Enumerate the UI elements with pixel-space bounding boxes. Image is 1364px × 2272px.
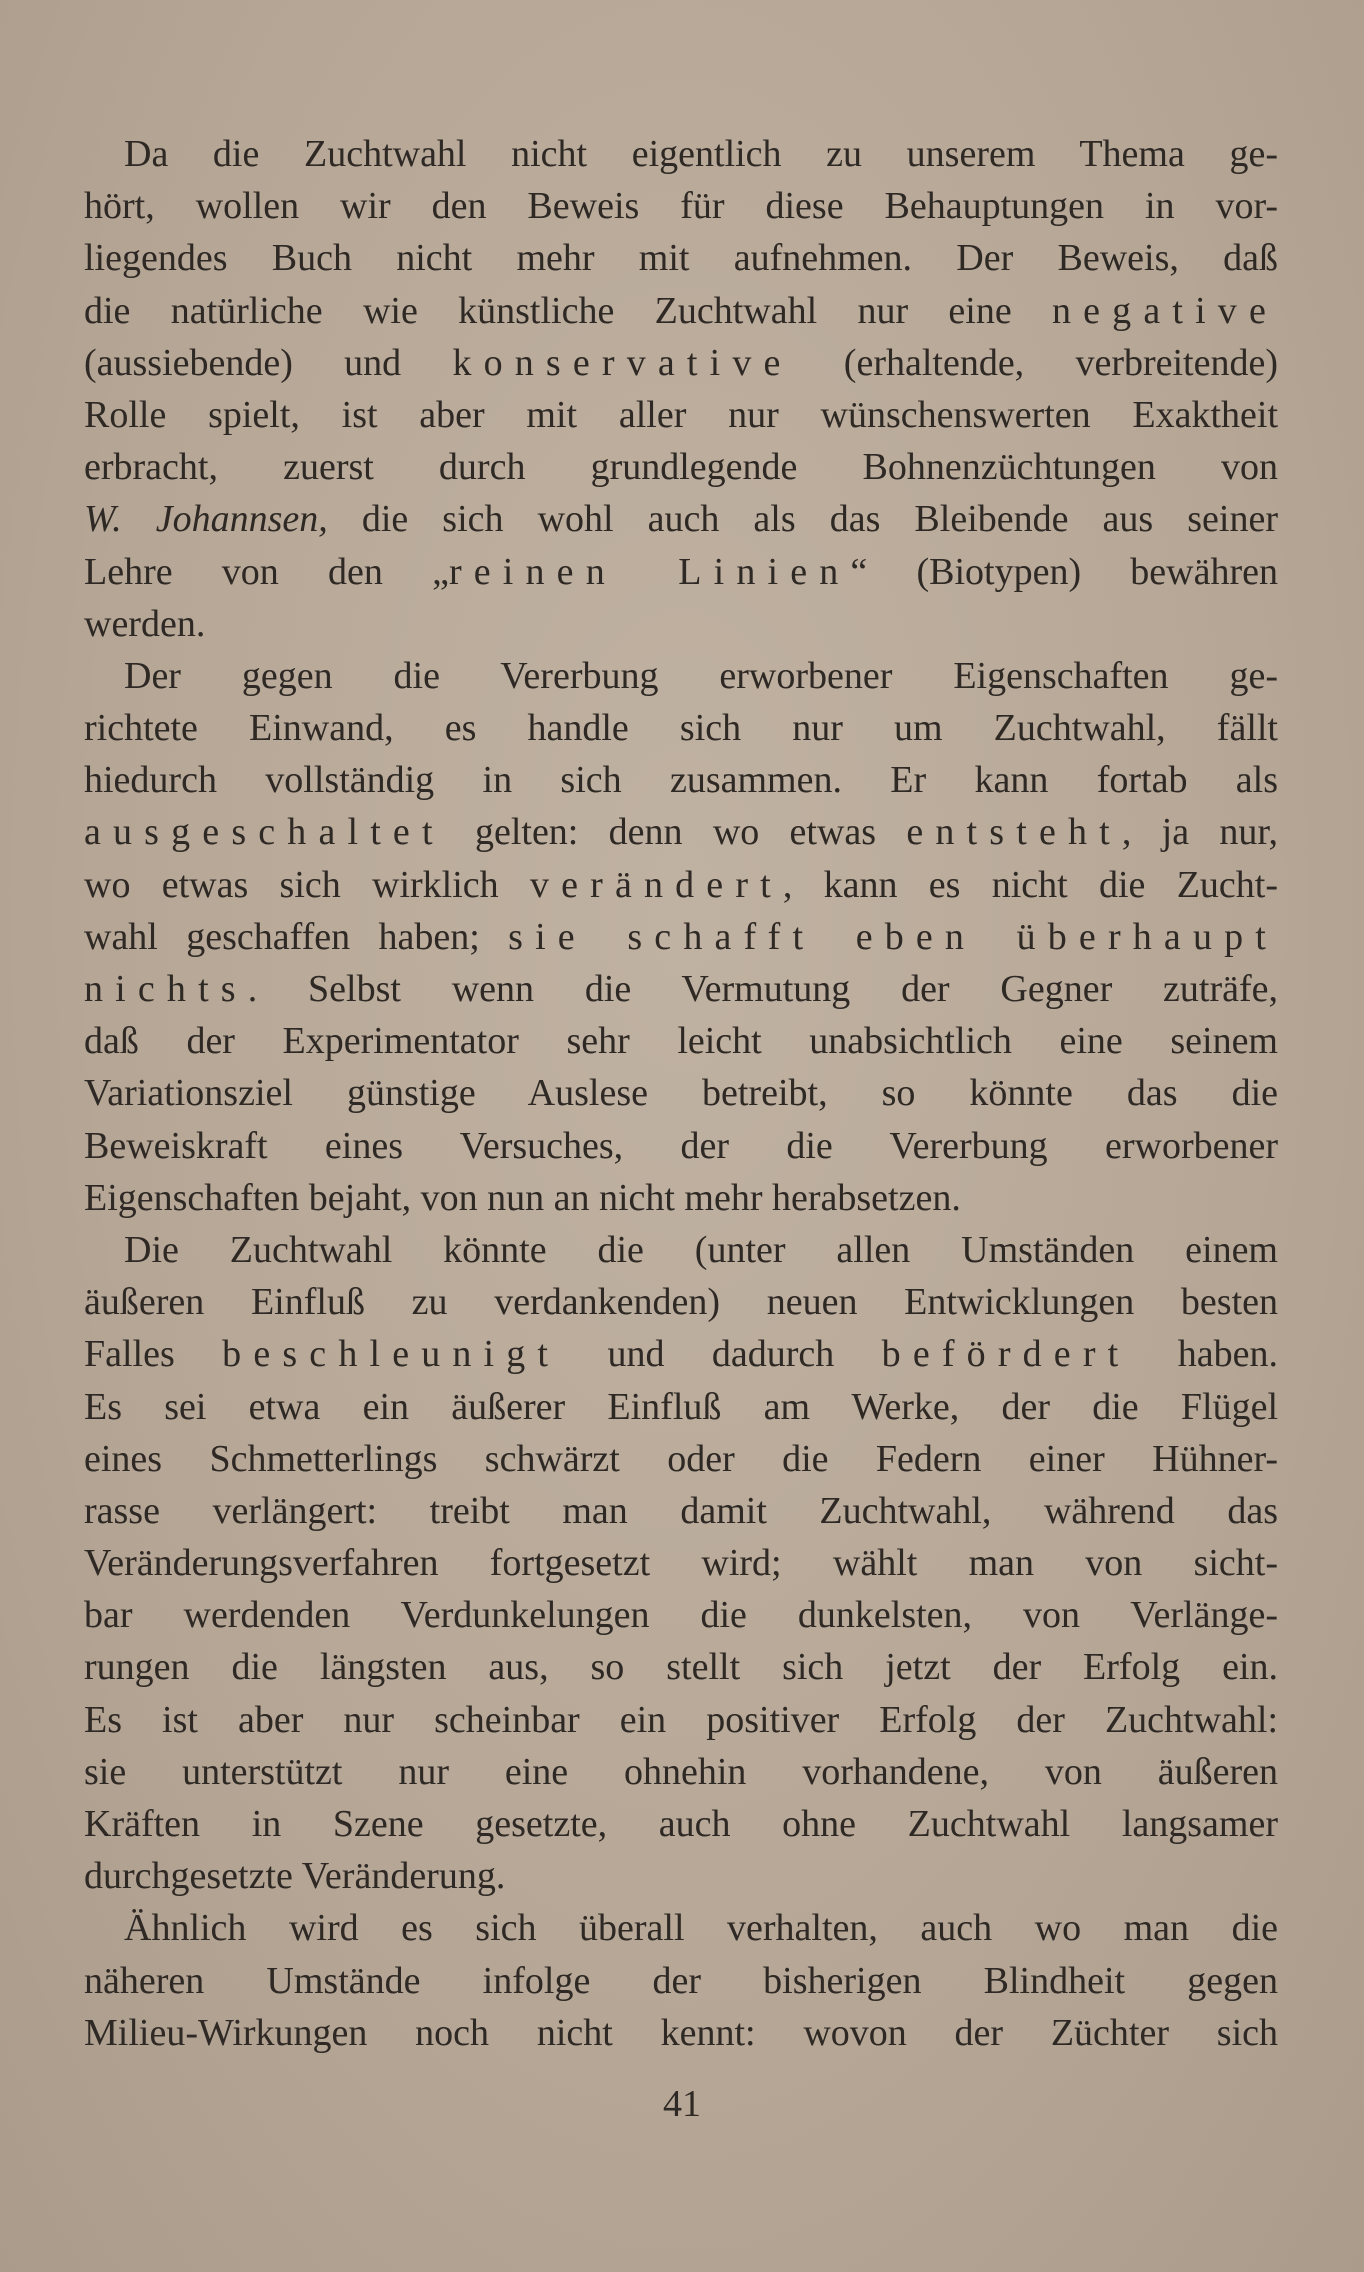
text-run: Milieu-Wirkungen noch nicht kennt: wovon der Züchter sich	[84, 2011, 1278, 2054]
text-line	[84, 1955, 1278, 2007]
text-run: Veränderungsverfahren fortgesetzt wird; wählt man von sicht-	[84, 1542, 1278, 1585]
text-run: (erhaltende, verbreitende)	[792, 341, 1278, 384]
text-line	[84, 546, 1278, 598]
spaced-emphasis: sie schafft eben überhaupt	[508, 915, 1278, 958]
text-run: äußeren Einfluß zu verdankenden) neuen Entwicklungen besten	[84, 1281, 1278, 1324]
text-line	[84, 337, 1278, 389]
text-line	[84, 1120, 1278, 1172]
text-run: durchgesetzte Veränderung.	[84, 1855, 506, 1898]
text-run: Der gegen die Vererbung erworbener Eigenschaften ge-	[124, 654, 1278, 697]
text-line	[84, 1276, 1278, 1328]
text-line	[84, 493, 1278, 545]
text-run: . Selbst wenn die Vermutung der Gegner zuträfe,	[247, 968, 1278, 1010]
spaced-emphasis: reinen Linien	[448, 550, 851, 593]
text-line	[84, 1902, 1278, 1954]
text-line	[84, 1537, 1278, 1589]
text-run: sie unterstützt nur eine ohnehin vorhandene, von äußeren	[84, 1750, 1278, 1793]
text-line	[84, 1381, 1278, 1433]
text-run: Beweiskraft eines Versuches, der die Vererbung erworbener	[84, 1124, 1278, 1167]
text-run: “ (Biotypen) bewähren	[850, 550, 1278, 593]
text-run: Die Zuchtwahl könnte die (unter allen Umständen einem	[124, 1228, 1278, 1271]
body-text	[84, 128, 1278, 2059]
text-run: hört, wollen wir den Beweis für diese Behauptungen in vor-	[84, 185, 1278, 228]
text-line	[84, 1850, 1278, 1902]
text-line	[84, 1067, 1278, 1119]
text-run: rasse verlängert: treibt man damit Zuchtwahl, während das	[84, 1489, 1278, 1532]
text-line	[84, 650, 1278, 702]
text-line	[84, 441, 1278, 493]
text-line	[84, 598, 1278, 650]
text-run: die sich wohl auch als das Bleibende aus seiner	[327, 498, 1278, 541]
text-line	[84, 1172, 1278, 1224]
text-line	[84, 1328, 1278, 1380]
text-line	[84, 754, 1278, 806]
text-run: und dadurch	[560, 1333, 882, 1376]
text-run: Kräften in Szene gesetzte, auch ohne Zuchtwahl langsamer	[84, 1803, 1278, 1845]
text-line	[84, 1589, 1278, 1641]
text-line	[84, 232, 1278, 284]
text-run: Rolle spielt, ist aber mit aller nur wünschenswerten Exaktheit	[84, 393, 1278, 436]
text-line	[84, 285, 1278, 337]
text-run: eines Schmetterlings schwärzt oder die Federn einer Hühner-	[84, 1437, 1278, 1480]
text-run: gelten: denn wo etwas	[444, 811, 907, 854]
spaced-emphasis: befördert	[881, 1333, 1131, 1376]
text-line	[84, 702, 1278, 754]
text-run: bar werdenden Verdunkelungen die dunkelsten, von Verlänge-	[84, 1594, 1278, 1637]
text-line	[84, 806, 1278, 858]
spaced-emphasis: verändert	[529, 863, 783, 906]
text-run: rungen die längsten aus, so stellt sich jetzt der Erfolg ein.	[84, 1646, 1278, 1689]
text-run: wahl geschaffen haben;	[84, 915, 509, 958]
text-run: Falles	[84, 1333, 223, 1376]
spaced-emphasis: beschleunigt	[222, 1333, 561, 1376]
text-line	[84, 2007, 1278, 2059]
spaced-emphasis: negative	[1052, 289, 1278, 332]
page-number: 41	[663, 2083, 701, 2125]
text-line	[84, 389, 1278, 441]
text-run: näheren Umstände infolge der bisherigen Blindheit gegen	[84, 1959, 1278, 2002]
text-line	[84, 859, 1278, 911]
text-run: wo etwas sich wirklich	[84, 863, 530, 906]
text-run: hiedurch vollständig in sich zusammen. Er kann fortab als	[84, 759, 1278, 802]
text-run: liegendes Buch nicht mehr mit aufnehmen. Der Beweis, daß	[84, 237, 1278, 280]
text-line	[84, 1224, 1278, 1276]
text-run: , ja nur,	[1121, 811, 1279, 854]
text-line	[84, 911, 1278, 963]
text-line	[84, 180, 1278, 232]
text-run: , kann es nicht die Zucht-	[782, 863, 1278, 906]
text-run: richtete Einwand, es handle sich nur um Zuchtwahl, fällt	[84, 707, 1278, 750]
text-line	[84, 963, 1278, 1015]
text-run: daß der Experimentator sehr leicht unabsichtlich eine seinem	[84, 1020, 1278, 1063]
spaced-emphasis: nichts	[84, 968, 248, 1010]
spaced-emphasis: entsteht	[906, 811, 1122, 854]
text-run: (aussiebende) und	[84, 341, 453, 384]
text-line	[84, 1746, 1278, 1798]
text-run: werden.	[84, 602, 206, 645]
text-run: Eigenschaften bejaht, von nun an nicht mehr herabsetzen.	[84, 1176, 961, 1219]
text-run: Da die Zuchtwahl nicht eigentlich zu unserem Thema ge-	[124, 133, 1278, 175]
text-run: die natürliche wie künstliche Zuchtwahl nur eine	[84, 289, 1052, 332]
text-run: Es ist aber nur scheinbar ein positiver Erfolg der Zuchtwahl:	[84, 1698, 1278, 1741]
spaced-emphasis: ausgeschaltet	[84, 811, 445, 854]
text-line	[84, 1015, 1278, 1067]
text-run: Es sei etwa ein äußerer Einfluß am Werke, der die Flügel	[84, 1385, 1278, 1428]
text-run: Variationsziel günstige Auslese betreibt, so könnte das die	[84, 1072, 1278, 1115]
text-run: erbracht, zuerst durch grundlegende Bohnenzüchtungen von	[84, 446, 1278, 489]
text-line	[84, 1485, 1278, 1537]
text-line	[84, 1433, 1278, 1485]
text-run: Lehre von den „	[84, 550, 449, 593]
text-line	[84, 1694, 1278, 1746]
text-line	[84, 128, 1278, 180]
spaced-emphasis: konservative	[452, 341, 793, 384]
text-run: Ähnlich wird es sich überall verhalten, auch wo man die	[124, 1907, 1278, 1950]
text-run: haben.	[1130, 1333, 1278, 1376]
text-line	[84, 1798, 1278, 1850]
text-line	[84, 1641, 1278, 1693]
italic-name: W. Johannsen,	[84, 498, 328, 541]
